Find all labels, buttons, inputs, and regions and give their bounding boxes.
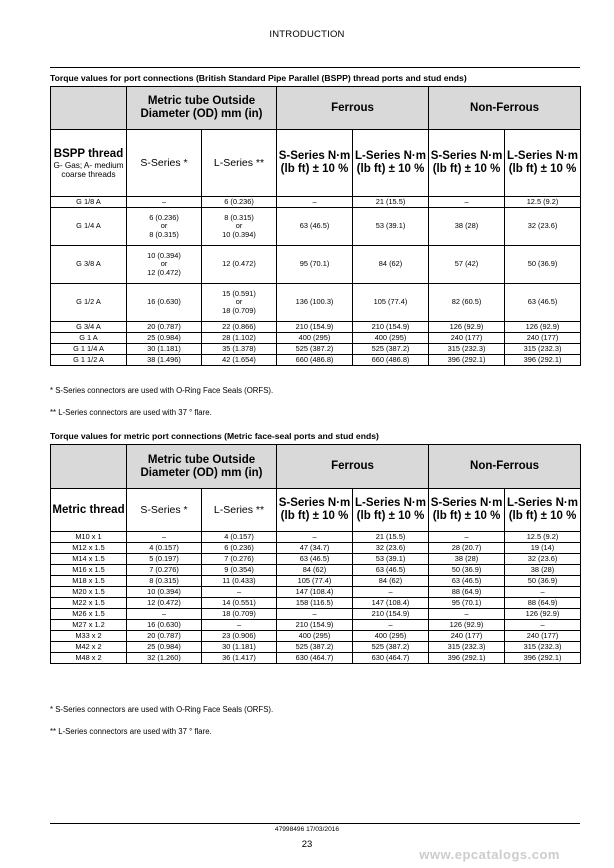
- value-cell: 36 (1.417): [202, 653, 277, 664]
- value-cell: 11 (0.433): [202, 576, 277, 587]
- value-cell: 240 (177): [429, 631, 505, 642]
- value-cell: 22 (0.866): [202, 322, 277, 333]
- value-cell: 63 (46.5): [277, 554, 353, 565]
- ferrous-group-header: Ferrous: [277, 445, 429, 489]
- value-cell: 21 (15.5): [353, 532, 429, 543]
- value-cell: 95 (70.1): [277, 246, 353, 284]
- value-cell: 63 (46.5): [277, 208, 353, 246]
- nonferrous-s-torque-header: S-Series N·m (lb ft) ± 10 %: [429, 489, 505, 532]
- value-cell: –: [202, 620, 277, 631]
- value-cell: 50 (36.9): [505, 246, 581, 284]
- metric-table-body: [51, 532, 581, 664]
- table-row: [51, 631, 581, 642]
- value-cell: 14 (0.551): [202, 598, 277, 609]
- nonferrous-l-torque-header: L-Series N·m (lb ft) ± 10 %: [505, 130, 581, 197]
- table2-note-s-series: * S-Series connectors are used with O-Ring Face Seals (ORFS).: [50, 705, 274, 714]
- value-cell: 8 (0.315) or 10 (0.394): [202, 208, 277, 246]
- ferrous-group-header: Ferrous: [277, 87, 429, 130]
- value-cell: 32 (23.6): [505, 208, 581, 246]
- value-cell: 126 (92.9): [429, 322, 505, 333]
- value-cell: 5 (0.197): [127, 554, 202, 565]
- value-cell: 396 (292.1): [505, 355, 581, 366]
- value-cell: 50 (36.9): [505, 576, 581, 587]
- value-cell: 525 (387.2): [277, 344, 353, 355]
- value-cell: 84 (62): [353, 576, 429, 587]
- document-number: 47998496 17/03/2016: [274, 826, 340, 833]
- value-cell: –: [202, 587, 277, 598]
- value-cell: 16 (0.630): [127, 620, 202, 631]
- l-series-od-header: L-Series **: [202, 130, 277, 197]
- value-cell: 6 (0.236) or 8 (0.315): [127, 208, 202, 246]
- value-cell: 525 (387.2): [353, 344, 429, 355]
- value-cell: 21 (15.5): [353, 197, 429, 208]
- thread-size-cell: M48 x 2: [51, 653, 127, 664]
- table1-caption: Torque values for port connections (British Standard Pipe Parallel (BSPP) thread ports and stud ends): [50, 73, 467, 83]
- thread-size-cell: M18 x 1.5: [51, 576, 127, 587]
- value-cell: 240 (177): [505, 333, 581, 344]
- value-cell: 95 (70.1): [429, 598, 505, 609]
- value-cell: 57 (42): [429, 246, 505, 284]
- value-cell: 630 (464.7): [277, 653, 353, 664]
- ferrous-s-torque-header: S-Series N·m (lb ft) ± 10 %: [277, 489, 353, 532]
- table-row: [51, 598, 581, 609]
- value-cell: –: [277, 197, 353, 208]
- value-cell: 126 (92.9): [505, 609, 581, 620]
- ferrous-s-torque-header: S-Series N·m (lb ft) ± 10 %: [277, 130, 353, 197]
- value-cell: 53 (39.1): [353, 208, 429, 246]
- value-cell: 158 (116.5): [277, 598, 353, 609]
- value-cell: 6 (0.236): [202, 543, 277, 554]
- value-cell: 525 (387.2): [353, 642, 429, 653]
- thread-size-cell: G 1 1/2 A: [51, 355, 127, 366]
- value-cell: 136 (100.3): [277, 284, 353, 322]
- value-cell: 12.5 (9.2): [505, 197, 581, 208]
- bspp-thread-header: [51, 130, 127, 197]
- ferrous-l-torque-header: L-Series N·m (lb ft) ± 10 %: [353, 130, 429, 197]
- table-row: [51, 587, 581, 598]
- value-cell: 28 (20.7): [429, 543, 505, 554]
- thread-size-cell: G 3/8 A: [51, 246, 127, 284]
- s-series-od-header: S-Series *: [127, 130, 202, 197]
- thread-size-cell: G 3/4 A: [51, 322, 127, 333]
- value-cell: 7 (0.276): [127, 565, 202, 576]
- table-row: [51, 543, 581, 554]
- value-cell: 396 (292.1): [429, 355, 505, 366]
- value-cell: 63 (46.5): [505, 284, 581, 322]
- bspp-thread-label: BSPP thread: [53, 147, 124, 160]
- value-cell: 32 (23.6): [353, 543, 429, 554]
- value-cell: 396 (292.1): [505, 653, 581, 664]
- table-row: [51, 355, 581, 366]
- value-cell: 315 (232.3): [505, 642, 581, 653]
- thread-size-cell: G 1 A: [51, 333, 127, 344]
- value-cell: 4 (0.157): [127, 543, 202, 554]
- value-cell: 84 (62): [277, 565, 353, 576]
- ferrous-l-torque-header: L-Series N·m (lb ft) ± 10 %: [353, 489, 429, 532]
- value-cell: 30 (1.181): [202, 642, 277, 653]
- bspp-torque-table: [50, 86, 581, 366]
- value-cell: 16 (0.630): [127, 284, 202, 322]
- thread-size-cell: M27 x 1.2: [51, 620, 127, 631]
- value-cell: 12 (0.472): [202, 246, 277, 284]
- value-cell: 10 (0.394): [127, 587, 202, 598]
- value-cell: 28 (1.102): [202, 333, 277, 344]
- table-row: [51, 532, 581, 543]
- value-cell: 400 (295): [353, 631, 429, 642]
- value-cell: 63 (46.5): [429, 576, 505, 587]
- value-cell: 147 (108.4): [277, 587, 353, 598]
- value-cell: 660 (486.8): [353, 355, 429, 366]
- table2-note-l-series: ** L-Series connectors are used with 37 ° flare.: [50, 727, 212, 736]
- value-cell: 82 (60.5): [429, 284, 505, 322]
- thread-size-cell: G 1 1/4 A: [51, 344, 127, 355]
- value-cell: –: [277, 609, 353, 620]
- value-cell: 84 (62): [353, 246, 429, 284]
- value-cell: 38 (28): [505, 565, 581, 576]
- value-cell: 7 (0.276): [202, 554, 277, 565]
- value-cell: 6 (0.236): [202, 197, 277, 208]
- thread-header-blank: [51, 87, 127, 130]
- value-cell: 210 (154.9): [353, 609, 429, 620]
- value-cell: 8 (0.315): [127, 576, 202, 587]
- value-cell: 20 (0.787): [127, 631, 202, 642]
- value-cell: 42 (1.654): [202, 355, 277, 366]
- thread-size-cell: M14 x 1.5: [51, 554, 127, 565]
- l-series-od-header: L-Series **: [202, 489, 277, 532]
- value-cell: 38 (28): [429, 208, 505, 246]
- value-cell: 12 (0.472): [127, 598, 202, 609]
- value-cell: 88 (64.9): [505, 598, 581, 609]
- thread-size-cell: M33 x 2: [51, 631, 127, 642]
- table-row: [51, 609, 581, 620]
- s-series-od-header: S-Series *: [127, 489, 202, 532]
- watermark-logo: www.epcatalogs.com: [419, 847, 560, 862]
- value-cell: –: [505, 620, 581, 631]
- value-cell: 315 (232.3): [505, 344, 581, 355]
- value-cell: 240 (177): [505, 631, 581, 642]
- footer-rule: [50, 823, 580, 824]
- table-row: [51, 197, 581, 208]
- table-row: [51, 246, 581, 284]
- table-row: [51, 565, 581, 576]
- value-cell: 32 (23.6): [505, 554, 581, 565]
- value-cell: –: [127, 197, 202, 208]
- value-cell: 20 (0.787): [127, 322, 202, 333]
- table1-note-l-series: ** L-Series connectors are used with 37 ° flare.: [50, 408, 212, 417]
- value-cell: –: [429, 197, 505, 208]
- table-row: [51, 576, 581, 587]
- page-header: INTRODUCTION: [269, 29, 345, 40]
- value-cell: 525 (387.2): [277, 642, 353, 653]
- value-cell: 105 (77.4): [353, 284, 429, 322]
- value-cell: 9 (0.354): [202, 565, 277, 576]
- value-cell: 315 (232.3): [429, 344, 505, 355]
- thread-size-cell: M26 x 1.5: [51, 609, 127, 620]
- thread-header-blank: [51, 445, 127, 489]
- value-cell: 660 (486.8): [277, 355, 353, 366]
- bspp-thread-sub-label: G- Gas; A- medium coarse threads: [53, 160, 124, 179]
- value-cell: 315 (232.3): [429, 642, 505, 653]
- value-cell: 25 (0.984): [127, 333, 202, 344]
- table-row: [51, 653, 581, 664]
- value-cell: 23 (0.906): [202, 631, 277, 642]
- value-cell: 19 (14): [505, 543, 581, 554]
- od-group-header: Metric tube Outside Diameter (OD) mm (in): [127, 445, 277, 489]
- value-cell: 50 (36.9): [429, 565, 505, 576]
- header-rule: [50, 67, 580, 68]
- value-cell: 63 (46.5): [353, 565, 429, 576]
- value-cell: 147 (108.4): [353, 598, 429, 609]
- value-cell: –: [353, 587, 429, 598]
- nonferrous-s-torque-header: S-Series N·m (lb ft) ± 10 %: [429, 130, 505, 197]
- value-cell: 10 (0.394) or 12 (0.472): [127, 246, 202, 284]
- thread-size-cell: M42 x 2: [51, 642, 127, 653]
- value-cell: 400 (295): [353, 333, 429, 344]
- value-cell: 210 (154.9): [277, 620, 353, 631]
- thread-size-cell: G 1/2 A: [51, 284, 127, 322]
- value-cell: 53 (39.1): [353, 554, 429, 565]
- value-cell: 88 (64.9): [429, 587, 505, 598]
- table-row: [51, 620, 581, 631]
- table-row: [51, 344, 581, 355]
- metric-torque-table: [50, 444, 581, 664]
- value-cell: 38 (28): [429, 554, 505, 565]
- table-row: [51, 333, 581, 344]
- value-cell: 210 (154.9): [277, 322, 353, 333]
- value-cell: 126 (92.9): [505, 322, 581, 333]
- thread-size-cell: M20 x 1.5: [51, 587, 127, 598]
- value-cell: 18 (0.709): [202, 609, 277, 620]
- table-row: [51, 554, 581, 565]
- value-cell: 126 (92.9): [429, 620, 505, 631]
- value-cell: 12.5 (9.2): [505, 532, 581, 543]
- value-cell: –: [127, 609, 202, 620]
- metric-thread-header: Metric thread: [51, 489, 127, 532]
- value-cell: –: [505, 587, 581, 598]
- value-cell: –: [429, 532, 505, 543]
- value-cell: 32 (1.260): [127, 653, 202, 664]
- value-cell: 30 (1.181): [127, 344, 202, 355]
- value-cell: 38 (1.496): [127, 355, 202, 366]
- value-cell: –: [127, 532, 202, 543]
- value-cell: 15 (0.591) or 18 (0.709): [202, 284, 277, 322]
- value-cell: 400 (295): [277, 333, 353, 344]
- thread-size-cell: M16 x 1.5: [51, 565, 127, 576]
- nonferrous-group-header: Non-Ferrous: [429, 445, 581, 489]
- value-cell: –: [429, 609, 505, 620]
- thread-size-cell: G 1/8 A: [51, 197, 127, 208]
- value-cell: 396 (292.1): [429, 653, 505, 664]
- page-number: 23: [301, 839, 313, 850]
- table-row: [51, 284, 581, 322]
- value-cell: 35 (1.378): [202, 344, 277, 355]
- value-cell: 630 (464.7): [353, 653, 429, 664]
- thread-size-cell: M22 x 1.5: [51, 598, 127, 609]
- value-cell: 240 (177): [429, 333, 505, 344]
- table2-caption: Torque values for metric port connections (Metric face-seal ports and stud ends): [50, 431, 379, 441]
- bspp-table-body: [51, 197, 581, 366]
- value-cell: 105 (77.4): [277, 576, 353, 587]
- od-group-header: Metric tube Outside Diameter (OD) mm (in): [127, 87, 277, 130]
- table-row: [51, 642, 581, 653]
- value-cell: –: [353, 620, 429, 631]
- table-row: [51, 322, 581, 333]
- thread-size-cell: G 1/4 A: [51, 208, 127, 246]
- nonferrous-l-torque-header: L-Series N·m (lb ft) ± 10 %: [505, 489, 581, 532]
- table-row: [51, 208, 581, 246]
- table1-note-s-series: * S-Series connectors are used with O-Ring Face Seals (ORFS).: [50, 386, 274, 395]
- thread-size-cell: M10 x 1: [51, 532, 127, 543]
- nonferrous-group-header: Non-Ferrous: [429, 87, 581, 130]
- value-cell: 4 (0.157): [202, 532, 277, 543]
- thread-size-cell: M12 x 1.5: [51, 543, 127, 554]
- value-cell: 47 (34.7): [277, 543, 353, 554]
- value-cell: –: [277, 532, 353, 543]
- value-cell: 210 (154.9): [353, 322, 429, 333]
- value-cell: 25 (0.984): [127, 642, 202, 653]
- value-cell: 400 (295): [277, 631, 353, 642]
